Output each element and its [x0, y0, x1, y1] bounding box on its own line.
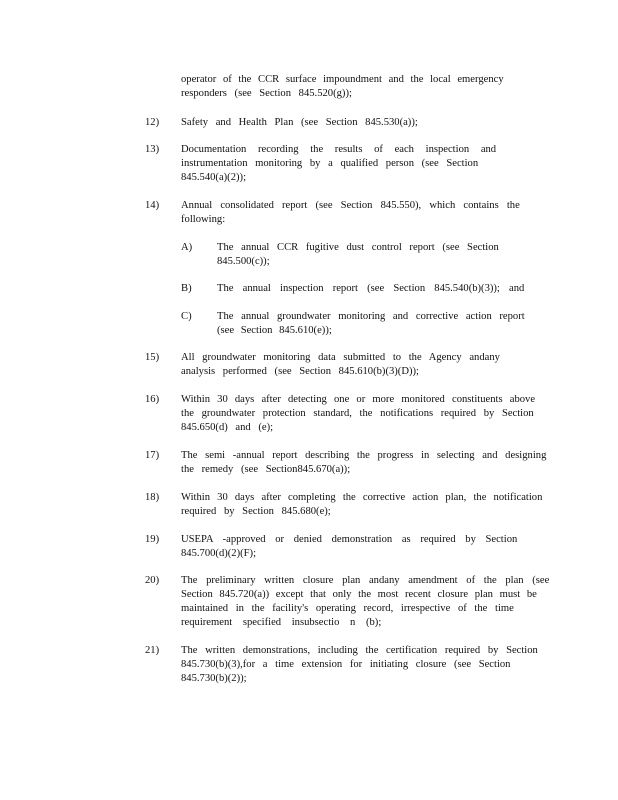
item-number: 21)	[145, 645, 160, 656]
item-text	[181, 533, 517, 561]
item-text	[181, 116, 418, 130]
subitem-line: (see Section 845.610(e));	[217, 325, 332, 336]
item-number: 20)	[145, 575, 160, 586]
item-line: Safety and Health Plan (see Section 845.530(a));	[181, 117, 418, 128]
item-line: analysis performed (see Section 845.610(b)(3)(D));	[181, 366, 419, 377]
item-number: 12)	[145, 117, 160, 128]
subitem-line: 845.500(c));	[217, 256, 270, 267]
item-line: maintained in the facility's operating record, irrespective of the time	[181, 603, 514, 614]
item-number: 19)	[145, 534, 160, 545]
item-line: instrumentation monitoring by a qualified person (see Section	[181, 158, 479, 169]
subitem-letter: C)	[181, 311, 192, 322]
item-text	[181, 143, 496, 185]
subitem-letter: A)	[181, 242, 193, 253]
item-line: following:	[181, 214, 226, 225]
item-line: Section 845.720(a)) except that only the most recent closure plan must be	[181, 589, 537, 600]
intro-paragraph	[181, 73, 504, 101]
item-line: Annual consolidated report (see Section 845.550), which contains the	[181, 200, 520, 211]
item-line: The written demonstrations, including the certification required by Section	[181, 645, 538, 656]
item-number: 18)	[145, 492, 160, 503]
item-line: 845.540(a)(2));	[181, 172, 247, 183]
item-text	[181, 491, 542, 519]
subitem-text	[217, 282, 524, 296]
item-text	[181, 199, 520, 227]
item-line: 845.730(b)(2));	[181, 673, 247, 684]
subitem-text	[217, 310, 525, 338]
item-number: 13)	[145, 144, 160, 155]
intro-line: operator of the CCR surface impoundment and the local emergency	[181, 74, 504, 85]
intro-line: responders (see Section 845.520(g));	[181, 88, 352, 99]
subitem-text	[217, 241, 499, 269]
subitem-line: The annual groundwater monitoring and corrective action report	[217, 311, 525, 322]
item-line: Within 30 days after detecting one or more monitored constituents above	[181, 394, 536, 405]
item-line: 845.700(d)(2)(F);	[181, 548, 257, 559]
item-line: The preliminary written closure plan andany amendment of the plan (see	[181, 575, 550, 586]
item-line: Within 30 days after completing the corrective action plan, the notification	[181, 492, 543, 503]
item-text	[181, 351, 500, 379]
item-line: All groundwater monitoring data submitted to the Agency andany	[181, 352, 500, 363]
item-text	[181, 644, 538, 686]
item-line: required by Section 845.680(e);	[181, 506, 331, 517]
item-line: the groundwater protection standard, the notifications required by Section	[181, 408, 534, 419]
item-line: The semi -annual report describing the progress in selecting and designing	[181, 450, 547, 461]
item-line: the remedy (see Section845.670(a));	[181, 464, 351, 475]
item-line: USEPA -approved or denied demonstration as required by Section	[181, 534, 518, 545]
subitem-line: The annual inspection report (see Section 845.540(b)(3)); and	[217, 283, 525, 294]
item-text	[181, 574, 549, 630]
item-line: Documentation recording the results of each inspection and	[181, 144, 497, 155]
item-text	[181, 449, 546, 477]
item-number: 16)	[145, 394, 160, 405]
subitem-letter: B)	[181, 283, 192, 294]
item-line: requirement specified insubsectio n (b);	[181, 617, 382, 628]
item-number: 14)	[145, 200, 160, 211]
subitem-line: The annual CCR fugitive dust control report (see Section	[217, 242, 499, 253]
item-line: 845.650(d) and (e);	[181, 422, 274, 433]
item-number: 15)	[145, 352, 160, 363]
item-text	[181, 393, 535, 435]
item-number: 17)	[145, 450, 160, 461]
item-line: 845.730(b)(3),for a time extension for initiating closure (see Section	[181, 659, 511, 670]
